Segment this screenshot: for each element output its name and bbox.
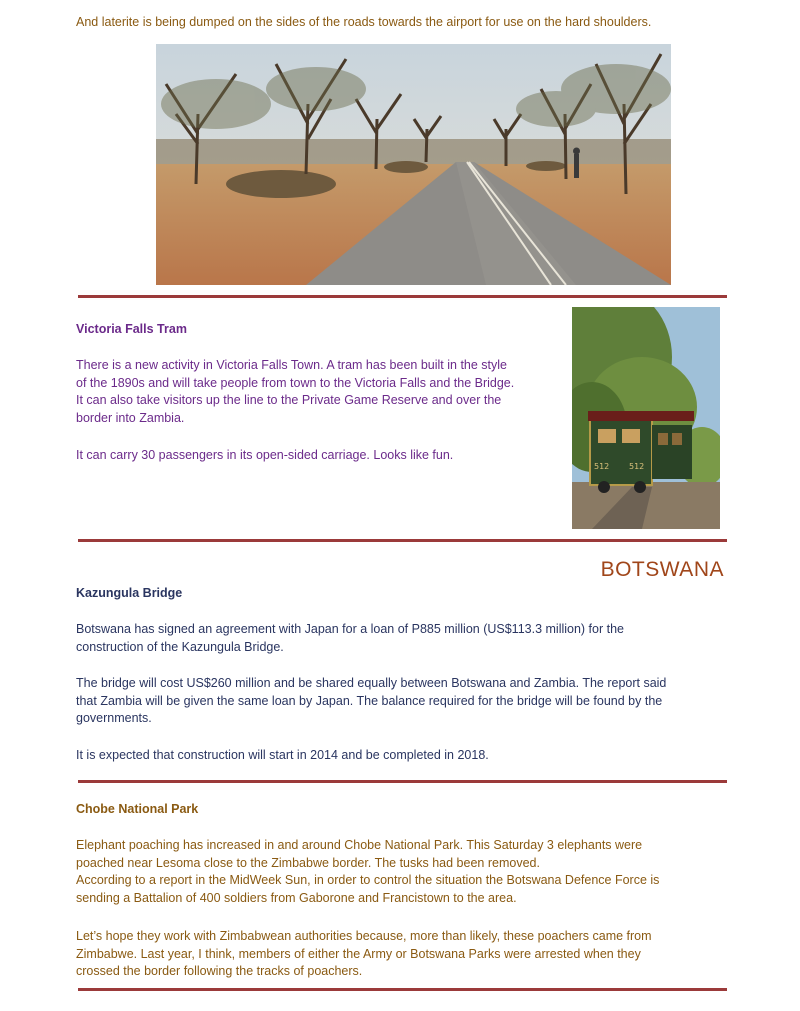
tram-line: of the 1890s and will take people from town to the Victoria Falls and the Bridge. <box>76 375 515 390</box>
chobe-paragraph-1 <box>76 837 736 907</box>
chobe-heading: Chobe National Park <box>76 802 199 816</box>
chobe-paragraph-2 <box>76 928 736 981</box>
chobe-line: crossed the border following the tracks of poachers. <box>76 964 363 978</box>
chobe-line: Elephant poaching has increased in and around Chobe National Park. This Saturday 3 elephants were <box>76 838 643 852</box>
kazungula-line: that Zambia will be given the same loan by Japan. The balance required for the bridge will be found by the <box>76 693 663 708</box>
tram-number-right: 512 <box>629 462 645 471</box>
section-divider <box>78 539 727 542</box>
section-divider <box>78 780 727 783</box>
tram-number-left: 512 <box>594 462 610 471</box>
kazungula-line: governments. <box>76 711 152 725</box>
tram-line: It can also take visitors up the line to the Private Game Reserve and over the <box>76 393 502 407</box>
kazungula-paragraph-2 <box>76 675 736 728</box>
kazungula-paragraph-3: It is expected that construction will start in 2014 and be completed in 2018. <box>76 748 489 762</box>
kazungula-line: The bridge will cost US$260 million and be shared equally between Botswana and Zambia. The report said <box>76 676 667 690</box>
tram-line: border into Zambia. <box>76 410 185 425</box>
kazungula-paragraph-1 <box>76 621 736 656</box>
tram-photo <box>572 307 720 529</box>
chobe-line: Let’s hope they work with Zimbabwean authorities because, more than likely, these poachers came from <box>76 929 652 943</box>
section-divider <box>78 295 727 298</box>
laterite-road-photo <box>156 44 671 285</box>
country-title: BOTSWANA <box>600 558 724 581</box>
tram-paragraph-2: It can carry 30 passengers in its open-sided carriage. Looks like fun. <box>76 448 454 462</box>
chobe-line: poached near Lesoma close to the Zimbabwe border. The tusks had been removed. <box>76 855 540 870</box>
section-divider <box>78 988 727 991</box>
intro-text: And laterite is being dumped on the sides of the roads towards the airport for use on the hard shoulders. <box>76 15 652 29</box>
tram-line: There is a new activity in Victoria Falls Town. A tram has been built in the style <box>76 358 507 372</box>
chobe-line: According to a report in the MidWeek Sun, in order to control the situation the Botswana Defence Force is <box>76 873 660 887</box>
chobe-line: Zimbabwe. Last year, I think, members of either the Army or Botswana Parks were arrested when they <box>76 946 641 961</box>
tram-heading: Victoria Falls Tram <box>76 322 187 336</box>
kazungula-line: Botswana has signed an agreement with Japan for a loan of P885 million (US$113.3 million) for the <box>76 622 624 636</box>
kazungula-heading: Kazungula Bridge <box>76 586 183 600</box>
tram-paragraph-1 <box>76 357 566 427</box>
chobe-line: sending a Battalion of 400 soldiers from Gaborone and Francistown to the area. <box>76 890 517 905</box>
kazungula-line: construction of the Kazungula Bridge. <box>76 639 284 654</box>
